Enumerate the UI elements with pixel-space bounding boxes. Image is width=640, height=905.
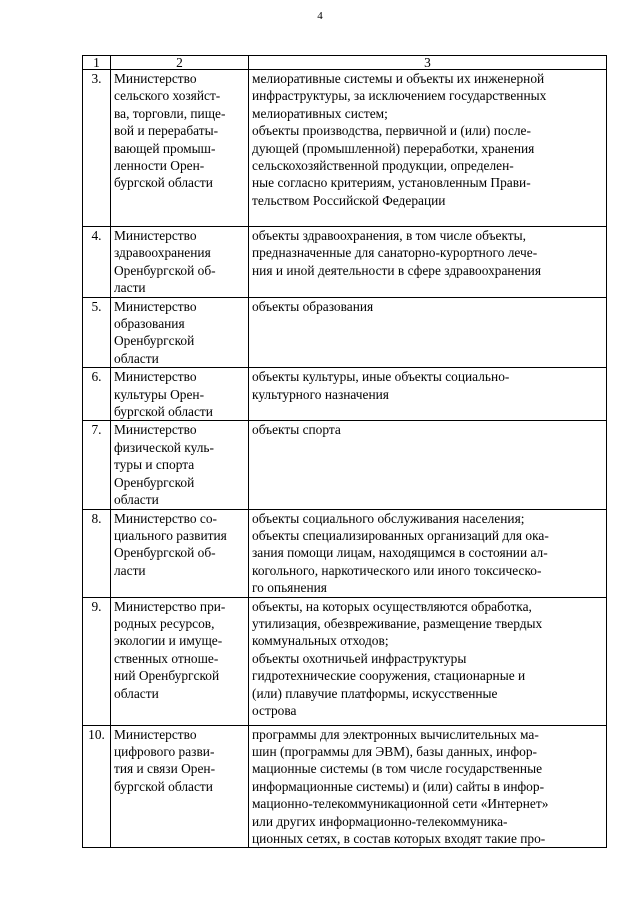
document-table — [82, 55, 607, 848]
object-description-line: или других информационно-телекоммуника- — [252, 813, 508, 829]
ministry-name-line: Министерство при- — [114, 598, 226, 614]
ministry-name-line: бургской области — [114, 175, 213, 191]
object-description-line: утилизация, обезвреживание, размещение твердых — [252, 615, 543, 631]
object-description-line: мелиоративные системы и объекты их инженерной — [252, 71, 545, 86]
ministry-name-line: Оренбургской об- — [114, 545, 216, 561]
ministry-name-line: сельского хозяйст- — [114, 88, 221, 104]
row-number: 8. — [83, 509, 111, 597]
row-number: 5. — [83, 297, 111, 368]
ministry-name-line: бургской области — [114, 778, 213, 794]
object-description-line: мелиоративных систем; — [252, 105, 388, 121]
ministry-name-line: образования — [114, 316, 185, 332]
header-col-2: 2 — [111, 56, 249, 70]
ministry-name-line: вой и перерабаты- — [114, 123, 219, 139]
ministry-name — [111, 509, 249, 597]
ministry-name-line: бургской области — [114, 404, 213, 420]
row-number: 4. — [83, 227, 111, 298]
ministry-name-line: ласти — [114, 280, 146, 296]
ministry-name — [111, 227, 249, 298]
ministry-name-line: ний Оренбургской — [114, 668, 220, 684]
object-description-line: острова — [252, 702, 297, 718]
object-description-line: объекты социального обслуживания населения; — [252, 510, 525, 526]
object-description-line: тельством Российской Федерации — [252, 192, 446, 208]
object-description-line: объекты, на которых осуществляются обработка, — [252, 598, 532, 614]
object-description-line: коммунальных отходов; — [252, 633, 389, 649]
ministry-name — [111, 70, 249, 227]
object-description — [249, 421, 607, 509]
ministry-name-line: ленности Орен- — [114, 158, 205, 174]
table-row — [83, 227, 607, 298]
header-col-3: 3 — [249, 56, 607, 70]
ministry-name-line: Министерство — [114, 228, 197, 243]
row-number: 6. — [83, 368, 111, 421]
object-description-line: когольного, наркотического или иного токсическо- — [252, 562, 542, 578]
table-row — [83, 421, 607, 509]
ministry-name-line: Оренбургской — [114, 333, 195, 349]
table-row — [83, 297, 607, 368]
object-description-line: шин (программы для ЭВМ), базы данных, инфор- — [252, 743, 537, 759]
object-description-line: объекты образования — [252, 298, 374, 314]
object-description-line: программы для электронных вычислительных ма- — [252, 726, 539, 742]
ministry-name-line: Министерство со- — [114, 510, 218, 526]
object-description-line: объекты специализированных организаций для ока- — [252, 527, 549, 543]
page-number: 4 — [317, 10, 323, 22]
row-number: 3. — [83, 70, 111, 227]
object-description-line: объекты охотничьей инфраструктуры — [252, 650, 467, 666]
ministry-name-line: области — [114, 492, 159, 508]
object-description — [249, 297, 607, 368]
header-col-1: 1 — [83, 56, 111, 70]
object-description-line: ния и иной деятельности в сфере здравоохранения — [252, 262, 542, 278]
table-body — [83, 70, 607, 848]
table-row — [83, 509, 607, 597]
ministry-name-line: вающей промыш- — [114, 140, 216, 156]
ministry-name-line: циального развития — [114, 527, 227, 543]
ministry-name-line: Министерство — [114, 71, 197, 86]
object-description — [249, 597, 607, 725]
ministry-name-line: культуры Орен- — [114, 386, 205, 402]
object-description-line: предназначенные для санаторно-курортного лече- — [252, 245, 538, 261]
object-description-line: ционных сетях, в состав которых входят такие про- — [252, 830, 546, 846]
object-description — [249, 509, 607, 597]
object-description-line: ные согласно критериям, установленным Прави- — [252, 175, 531, 191]
object-description — [249, 368, 607, 421]
row-number: 7. — [83, 421, 111, 509]
ministry-name-line: здравоохранения — [114, 245, 211, 261]
ministry-name-line: области — [114, 350, 159, 366]
ministry-name-line: Министерство — [114, 726, 197, 742]
table-row — [83, 70, 607, 227]
object-description-line: мационно-телекоммуникационной сети «Интернет» — [252, 796, 549, 812]
ministry-name-line: туры и спорта — [114, 457, 195, 473]
ministry-name-line: Оренбургской об- — [114, 262, 216, 278]
object-description-line: культурного назначения — [252, 386, 389, 402]
object-description — [249, 725, 607, 848]
ministry-name-line: Министерство — [114, 298, 197, 314]
object-description-line: объекты здравоохранения, в том числе объекты, — [252, 228, 526, 243]
ministry-name-line: Оренбургской — [114, 474, 195, 490]
object-description-line: го опьянения — [252, 580, 327, 596]
object-description-line: сельскохозяйственной продукции, определен- — [252, 158, 514, 174]
ministry-name-line: Министерство — [114, 422, 197, 438]
ministry-name-line: ственных отноше- — [114, 650, 219, 666]
ministry-name — [111, 368, 249, 421]
ministry-name-line: области — [114, 685, 159, 701]
ministry-name — [111, 597, 249, 725]
ministry-name-line: ласти — [114, 562, 146, 578]
ministry-name — [111, 421, 249, 509]
object-description-line: объекты спорта — [252, 422, 341, 438]
object-description — [249, 227, 607, 298]
table-row — [83, 725, 607, 848]
ministry-name-line: Министерство — [114, 369, 197, 385]
table-header — [83, 56, 607, 70]
object-description-line: информационные системы) и (или) сайты в инфор- — [252, 778, 545, 794]
object-description-line: дующей (промышленной) переработки, хранения — [252, 140, 535, 156]
ministry-name-line: экологии и имуще- — [114, 633, 223, 649]
row-number: 10. — [83, 725, 111, 848]
row-number: 9. — [83, 597, 111, 725]
object-description-line: объекты производства, первичной и (или) после- — [252, 123, 531, 139]
ministry-name-line: родных ресурсов, — [114, 615, 215, 631]
object-description-line: зания помощи лицам, находящимся в состоянии ал- — [252, 545, 548, 561]
ministry-name-line: физической куль- — [114, 439, 214, 455]
ministry-name-line: цифрового разви- — [114, 743, 215, 759]
object-description-line: гидротехнические сооружения, стационарные и — [252, 668, 526, 684]
object-description — [249, 70, 607, 227]
header-row — [83, 56, 607, 70]
ministry-name-line: тия и связи Орен- — [114, 761, 216, 777]
ministry-name-line: ва, торговли, пище- — [114, 105, 226, 121]
object-description-line: (или) плавучие платформы, искусственные — [252, 685, 498, 701]
table-row — [83, 597, 607, 725]
object-description-line: объекты культуры, иные объекты социально- — [252, 369, 510, 385]
object-description-line: мационные системы (в том числе государственные — [252, 761, 543, 777]
object-description-line: инфраструктуры, за исключением государственных — [252, 88, 547, 104]
ministry-name — [111, 725, 249, 848]
ministry-name — [111, 297, 249, 368]
table-row — [83, 368, 607, 421]
